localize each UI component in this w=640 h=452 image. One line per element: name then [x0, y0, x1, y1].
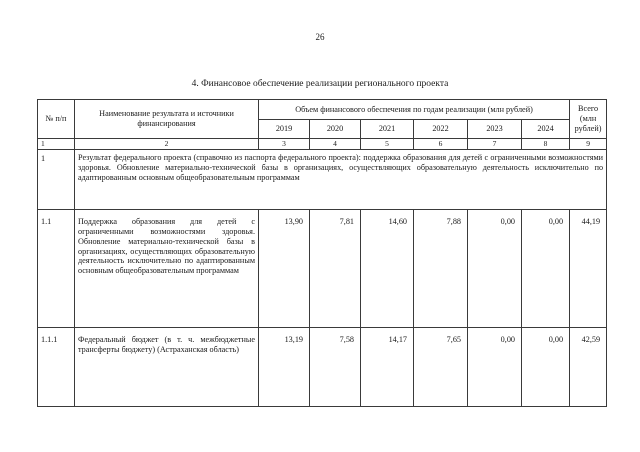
row-description: Федеральный бюджет (в т. ч. межбюджетные трансферты бюджету) (Астраханская область) [75, 328, 259, 407]
col-number: 9 [570, 139, 607, 150]
total-cell: 42,59 [570, 328, 607, 407]
table-row [38, 328, 607, 407]
value-cell: 7,58 [310, 328, 361, 407]
row-number: 1 [38, 150, 75, 210]
row-number: 1.1.1 [38, 328, 75, 407]
row-description: Поддержка образования для детей с ограниченными возможностями здоровья. Обновление материально-технической базы в организациях, осуществляющих образовательную деятельность исключительно по адаптированным основным общеобразовательным программам [75, 210, 259, 328]
header-total: Всего (млн рублей) [570, 100, 607, 139]
col-number: 7 [468, 139, 522, 150]
col-number: 6 [414, 139, 468, 150]
header-year: 2019 [259, 120, 310, 139]
header-year: 2021 [361, 120, 414, 139]
value-cell: 13,19 [259, 328, 310, 407]
header-row [38, 100, 607, 120]
page-number: 26 [315, 32, 325, 42]
value-cell: 0,00 [522, 210, 570, 328]
value-cell: 13,90 [259, 210, 310, 328]
col-number: 8 [522, 139, 570, 150]
total-cell: 44,19 [570, 210, 607, 328]
table-row [38, 210, 607, 328]
value-cell: 0,00 [468, 328, 522, 407]
value-cell: 7,88 [414, 210, 468, 328]
col-number: 1 [38, 139, 75, 150]
header-year: 2024 [522, 120, 570, 139]
col-number: 3 [259, 139, 310, 150]
value-cell: 14,17 [361, 328, 414, 407]
table-row [38, 150, 607, 210]
row-description: Результат федерального проекта (справочно из паспорта федерального проекта): поддержка образования для детей с ограниченными возможностями здоровья. Обновление материально-технической базы в организациях, осуществляющих образовательную деятельность исключительно по адаптированным основным общеобразовательным программам [75, 150, 607, 210]
col-number: 4 [310, 139, 361, 150]
header-volume: Объем финансового обеспечения по годам реализации (млн рублей) [259, 100, 570, 120]
col-number: 2 [75, 139, 259, 150]
row-number: 1.1 [38, 210, 75, 328]
column-numbers-row [38, 139, 607, 150]
value-cell: 7,65 [414, 328, 468, 407]
header-year: 2023 [468, 120, 522, 139]
value-cell: 14,60 [361, 210, 414, 328]
header-name: Наименование результата и источники финансирования [75, 100, 259, 139]
col-number: 5 [361, 139, 414, 150]
financing-table [37, 99, 607, 407]
section-title: 4. Финансовое обеспечение реализации регионального проекта [191, 79, 449, 89]
value-cell: 0,00 [522, 328, 570, 407]
value-cell: 7,81 [310, 210, 361, 328]
header-year: 2022 [414, 120, 468, 139]
value-cell: 0,00 [468, 210, 522, 328]
header-year: 2020 [310, 120, 361, 139]
header-num: № п/п [38, 100, 75, 139]
